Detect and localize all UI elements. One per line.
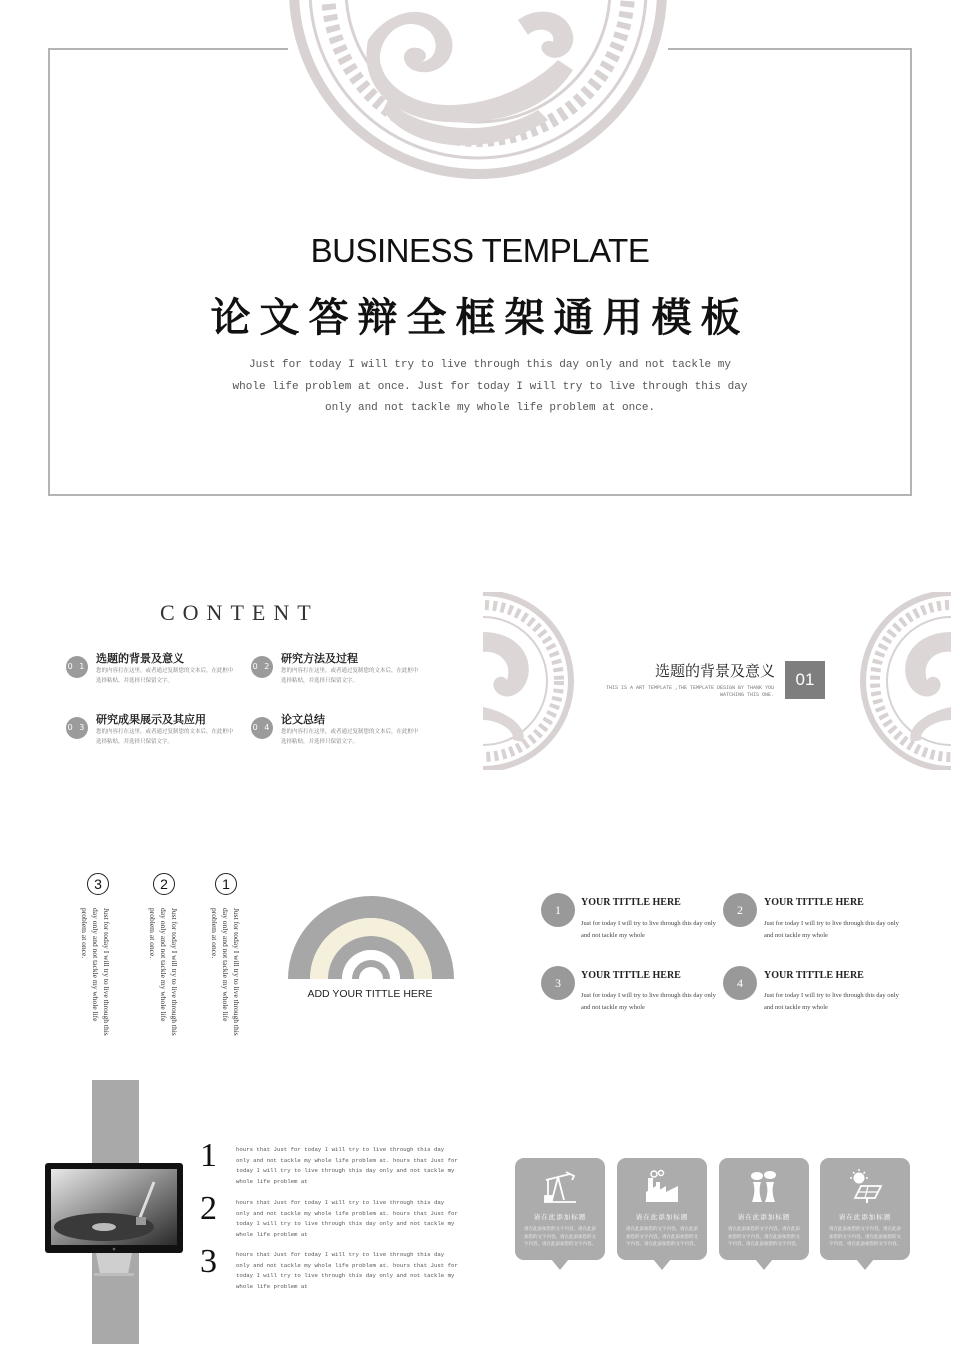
column-number: 1 bbox=[215, 873, 237, 895]
cover-subtitle: Just for today I will try to live through this day only and not tackle my whole life problem at once. Just for today I will try to live through this day only and not tackle my whole life problem at once. bbox=[232, 359, 748, 414]
card-desc: 请在此添加您的文字内容。请在此添加您的文字内容。请在此添加您的文字内容。请在此添加您的文字内容。 bbox=[626, 1227, 698, 1247]
arch-diagram bbox=[286, 893, 456, 981]
card-title: 请在此添加标题 bbox=[533, 1213, 587, 1221]
arch-label: ADD YOUR TITTLE HERE bbox=[307, 988, 433, 1000]
big-number: 3 bbox=[200, 1243, 217, 1280]
content-heading: 研究成果展示及其应用 bbox=[96, 713, 206, 726]
content-desc: 您的内容打在这里，或者通过复制您的文本后，在此框中选择粘贴，并选择只保留文字。 bbox=[96, 668, 234, 684]
cover-title-cn: 论文答辩全框架通用模板 bbox=[210, 295, 750, 341]
content-number: 0 4 bbox=[251, 717, 273, 739]
item-heading: YOUR TITTLE HERE bbox=[764, 897, 864, 908]
numbered-text: hours that Just for today I will try to live through this day only and not tackle my whole life problem at. hours that Just for today I will try to live through this day only and not tackle my whole life problem at bbox=[236, 1199, 458, 1238]
monitor-image bbox=[44, 1162, 184, 1280]
card-oil-pump bbox=[515, 1158, 605, 1260]
content-desc: 您的内容打在这里，或者通过复制您的文本后，在此框中选择粘贴，并选择只保留文字。 bbox=[281, 668, 419, 684]
item-desc: Just for today I will try to live through this day only and not tackle my whole bbox=[764, 992, 899, 1011]
card-pointer bbox=[653, 1259, 671, 1270]
content-desc: 您的内容打在这里，或者通过复制您的文本后，在此框中选择粘贴，并选择只保留文字。 bbox=[281, 729, 419, 745]
card-cooling-tower bbox=[719, 1158, 809, 1260]
card-pointer bbox=[755, 1259, 773, 1270]
column-number: 2 bbox=[153, 873, 175, 895]
section-title: 选题的背景及意义 bbox=[654, 662, 775, 680]
card-title: 请在此添加标题 bbox=[838, 1213, 892, 1221]
content-number: 0 1 bbox=[66, 656, 88, 678]
item-number-circle: 3 bbox=[541, 966, 575, 1000]
item-heading: YOUR TITTLE HERE bbox=[581, 897, 681, 908]
content-heading: 研究方法及过程 bbox=[281, 652, 358, 665]
card-title: 请在此添加标题 bbox=[635, 1213, 689, 1221]
card-solar-panel bbox=[820, 1158, 910, 1260]
numbered-text: hours that Just for today I will try to live through this day only and not tackle my whole life problem at. hours that Just for today I will try to live through this day only and not tackle my whole life problem at bbox=[236, 1251, 458, 1290]
content-desc: 您的内容打在这里，或者通过复制您的文本后，在此框中选择粘贴，并选择只保留文字。 bbox=[96, 729, 234, 745]
content-heading: 论文总结 bbox=[281, 713, 325, 726]
card-desc: 请在此添加您的文字内容。请在此添加您的文字内容。请在此添加您的文字内容。请在此添加您的文字内容。 bbox=[728, 1227, 800, 1247]
item-heading: YOUR TITTLE HERE bbox=[581, 970, 681, 981]
content-heading: 选题的背景及意义 bbox=[96, 652, 184, 665]
card-desc: 请在此添加您的文字内容。请在此添加您的文字内容。请在此添加您的文字内容。请在此添加您的文字内容。 bbox=[829, 1227, 901, 1247]
card-desc: 请在此添加您的文字内容。请在此添加您的文字内容。请在此添加您的文字内容。请在此添加您的文字内容。 bbox=[524, 1227, 596, 1247]
medallion-left-ornament bbox=[483, 592, 579, 770]
card-title: 请在此添加标题 bbox=[737, 1213, 791, 1221]
numbered-text: hours that Just for today I will try to live through this day only and not tackle my whole life problem at. hours that Just for today I will try to live through this day only and not tackle my whole life problem at bbox=[236, 1146, 458, 1185]
big-number: 2 bbox=[200, 1190, 217, 1227]
factory-icon bbox=[642, 1168, 682, 1208]
item-desc: Just for today I will try to live through this day only and not tackle my whole bbox=[581, 920, 716, 939]
solar-panel-icon bbox=[845, 1168, 885, 1208]
content-number: 0 3 bbox=[66, 717, 88, 739]
card-pointer bbox=[551, 1259, 569, 1270]
column-text: Just for today I will try to live through this day only and not tackle my whole life problem at once. bbox=[80, 908, 111, 1036]
cloud-medallion-ornament bbox=[288, 0, 668, 205]
oil-pump-icon bbox=[540, 1168, 580, 1208]
item-desc: Just for today I will try to live through this day only and not tackle my whole bbox=[764, 920, 899, 939]
column-number: 3 bbox=[87, 873, 109, 895]
item-number-circle: 4 bbox=[723, 966, 757, 1000]
item-desc: Just for today I will try to live through this day only and not tackle my whole bbox=[581, 992, 716, 1011]
item-heading: YOUR TITTLE HERE bbox=[764, 970, 864, 981]
medallion-right-ornament bbox=[855, 592, 951, 770]
big-number: 1 bbox=[200, 1137, 217, 1174]
item-number-circle: 2 bbox=[723, 893, 757, 927]
item-number-circle: 1 bbox=[541, 893, 575, 927]
section-number-badge: 01 bbox=[785, 661, 825, 699]
card-pointer bbox=[856, 1259, 874, 1270]
content-title: CONTENT bbox=[160, 600, 319, 625]
column-text: Just for today I will try to live through this day only and not tackle my whole life problem at once. bbox=[148, 908, 179, 1036]
section-subtitle: THIS IS A ART TEMPLATE ,THE TEMPLATE DESIGN BY THANK YOU WATCHING THIS ONE. bbox=[605, 685, 774, 698]
column-text: Just for today I will try to live through this day only and not tackle my whole life problem at once. bbox=[210, 908, 241, 1036]
content-number: 0 2 bbox=[251, 656, 273, 678]
cooling-tower-icon bbox=[744, 1168, 784, 1208]
cover-title-en: BUSINESS TEMPLATE bbox=[310, 232, 650, 269]
card-factory bbox=[617, 1158, 707, 1260]
